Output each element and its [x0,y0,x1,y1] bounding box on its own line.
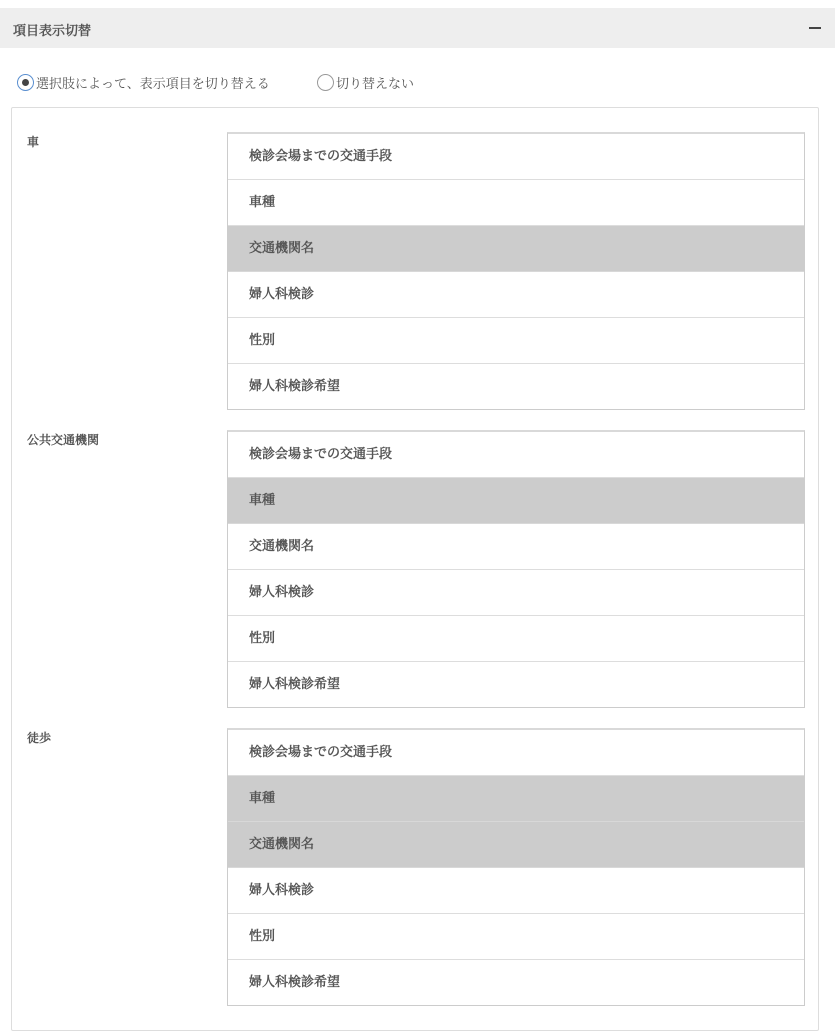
group-label: 徒歩 [27,731,52,745]
list-item[interactable]: 婦人科検診希望 [249,975,341,990]
field-select-list[interactable] [227,430,805,708]
field-select-list[interactable] [227,132,805,410]
radio-button-unchecked-icon[interactable] [317,74,334,91]
list-item[interactable]: 婦人科検診希望 [249,379,341,394]
list-item[interactable]: 車種 [228,180,804,226]
field-select-list[interactable] [227,728,805,1006]
radio-label: 選択肢によって、表示項目を切り替える [36,77,270,92]
list-item[interactable]: 車種 [228,776,804,822]
list-item[interactable]: 婦人科検診希望 [249,677,341,692]
list-item[interactable]: 婦人科検診 [228,868,804,914]
list-item[interactable]: 交通機関名 [228,822,804,868]
list-item[interactable]: 婦人科検診 [228,272,804,318]
panel-header[interactable] [0,8,835,48]
group-label: 公共交通機関 [27,433,100,447]
list-item[interactable]: 車種 [228,478,804,524]
list-item[interactable]: 検診会場までの交通手段 [228,730,804,776]
collapse-button[interactable] [808,18,822,36]
list-item[interactable]: 交通機関名 [228,524,804,570]
group-label: 車 [27,135,40,149]
radio-button-checked-icon[interactable] [17,74,34,91]
list-item[interactable]: 検診会場までの交通手段 [228,432,804,478]
list-item[interactable]: 婦人科検診 [228,570,804,616]
list-item[interactable]: 性別 [228,616,804,662]
list-item[interactable]: 性別 [228,914,804,960]
minus-icon [809,27,821,29]
radio-label: 切り替えない [336,77,415,92]
list-item[interactable]: 性別 [228,318,804,364]
panel-title: 項目表示切替 [13,24,92,39]
list-item[interactable]: 検診会場までの交通手段 [228,134,804,180]
list-item[interactable]: 交通機関名 [228,226,804,272]
